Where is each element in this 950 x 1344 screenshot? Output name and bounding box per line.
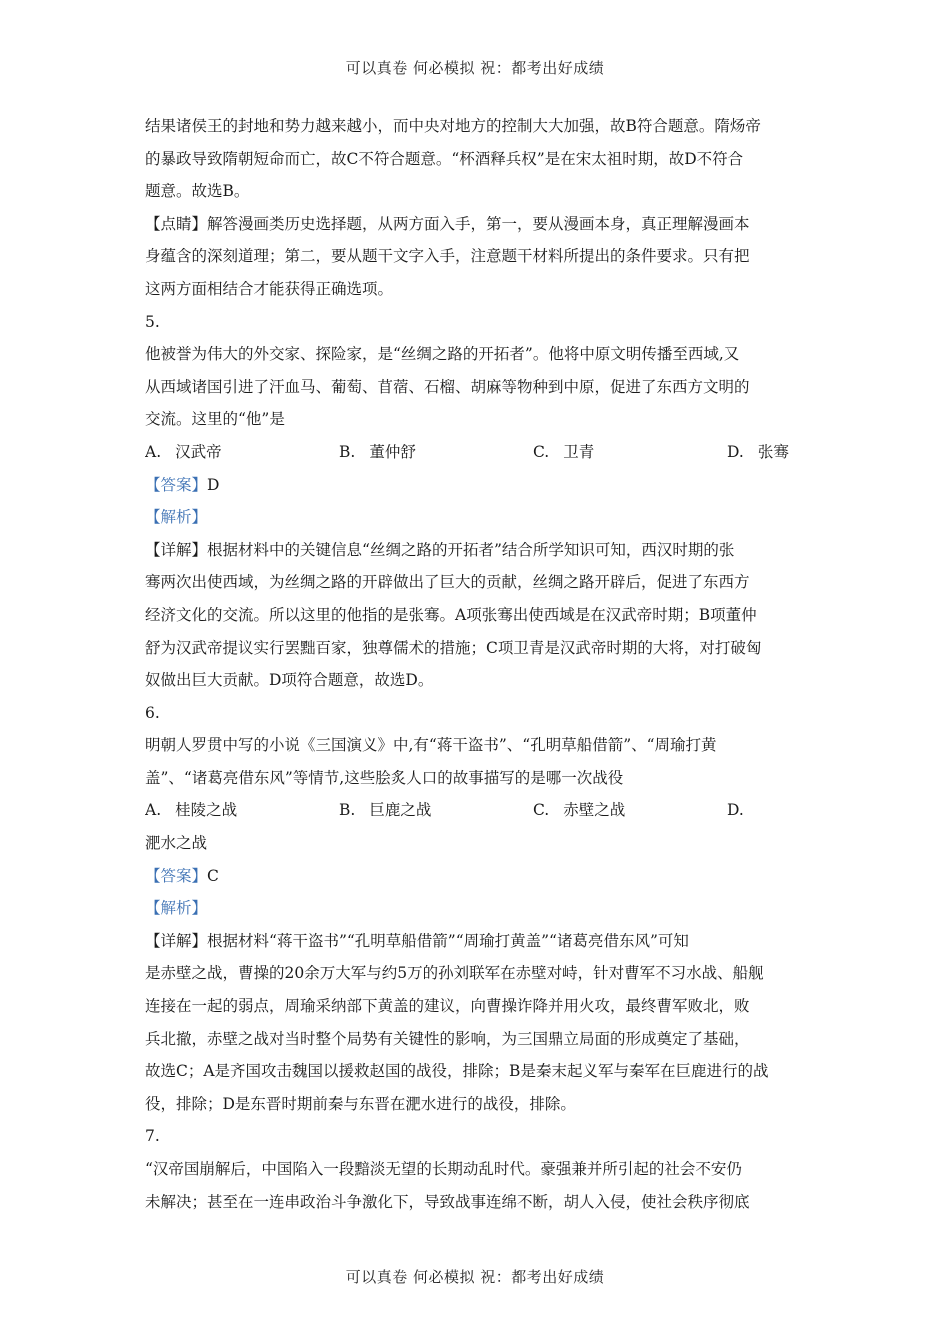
answer-line	[145, 860, 810, 893]
text-line: 题意。故选B。	[145, 182, 250, 201]
option-d: D. 张骞	[727, 442, 789, 461]
text-line: 的暴政导致隋朝短命而亡，故C不符合题意。“杯酒释兵权”是在宋太祖时期，故D不符合	[145, 149, 744, 168]
detail-line	[145, 925, 810, 958]
document-body	[145, 110, 810, 1218]
analysis-tag: 【解析】	[145, 899, 208, 918]
text-line: 役，排除；D是东晋时期前秦与东晋在淝水进行的战役，排除。	[145, 1094, 576, 1113]
text-line: 是赤壁之战，曹操的20余万大军与约5万的孙刘联军在赤壁对峙，针对曹军不习水战、船舰	[145, 964, 764, 983]
detail-tag: 【详解】	[145, 931, 208, 950]
text-line: 故选C；A是齐国攻击魏国以援救赵国的战役，排除；B是秦末起义军与秦军在巨鹿进行的战	[145, 1062, 769, 1081]
dianjing-tag: 【点睛】	[145, 214, 208, 233]
text-span: 根据材料“蒋干盗书”“孔明草船借箭”“周瑜打黄盖”“诸葛亮借东风”可知	[207, 931, 689, 950]
question-stem: 从西域诸国引进了汗血马、葡萄、苜蓿、石榴、胡麻等物种到中原，促进了东西方文明的	[145, 377, 750, 396]
option-d-wrapped: 淝水之战	[145, 834, 208, 853]
options-row	[145, 436, 810, 469]
text-line: 奴做出巨大贡献。D项符合题意，故选D。	[145, 671, 434, 690]
question-stem: 未解决；甚至在一连串政治斗争激化下，导致战事连绵不断，胡人入侵，使社会秩序彻底	[145, 1192, 750, 1211]
option-c: C. 赤壁之战	[533, 801, 626, 820]
question-stem: 盖”、“诸葛亮借东风”等情节,这些脍炙人口的故事描写的是哪一次战役	[145, 768, 624, 787]
question-stem: 他被誉为伟大的外交家、探险家，是“丝绸之路的开拓者”。他将中原文明传播至西域,又	[145, 345, 740, 364]
text-span: 根据材料中的关键信息“丝绸之路的开拓者”结合所学知识可知，西汉时期的张	[207, 540, 735, 559]
option-a: A. 桂陵之战	[145, 801, 238, 820]
answer-tag: 【答案】	[145, 866, 208, 885]
question-number: 6.	[145, 703, 160, 722]
text-line: 这两方面相结合才能获得正确选项。	[145, 279, 394, 298]
page-header: 可以真卷 何必模拟 祝：都考出好成绩	[345, 59, 605, 77]
detail-tag: 【详解】	[145, 540, 208, 559]
option-c: C. 卫青	[533, 442, 595, 461]
text-line: 连接在一起的弱点，周瑜采纳部下黄盖的建议，向曹操诈降并用火攻，最终曹军败北，败	[145, 997, 750, 1016]
text-line: 舒为汉武帝提议实行罢黜百家，独尊儒术的措施；C项卫青是汉武帝时期的大将，对打破匈	[145, 638, 762, 657]
text-line: 经济文化的交流。所以这里的他指的是张骞。A项张骞出使西域是在汉武帝时期；B项董仲	[145, 605, 757, 624]
text-line: 结果诸侯王的封地和势力越来越小，而中央对地方的控制大大加强，故B符合题意。隋炀帝	[145, 117, 761, 135]
answer-value: C	[207, 866, 219, 885]
detail-line	[145, 534, 810, 567]
text-line: 兵北撤，赤壁之战对当时整个局势有关键性的影响，为三国鼎立局面的形成奠定了基础，	[145, 1029, 750, 1048]
page-footer: 可以真卷 何必模拟 祝：都考出好成绩	[345, 1268, 605, 1286]
text-line: 骞两次出使西域，为丝绸之路的开辟做出了巨大的贡献，丝绸之路开辟后，促进了东西方	[145, 573, 750, 592]
question-stem: 交流。这里的“他”是	[145, 410, 285, 429]
dianjing-line	[145, 208, 810, 241]
option-b: B. 巨鹿之战	[339, 801, 432, 820]
analysis-tag: 【解析】	[145, 508, 208, 527]
question-stem: “汉帝国崩解后，中国陷入一段黯淡无望的长期动乱时代。豪强兼并所引起的社会不安仍	[145, 1160, 742, 1178]
text-span: 解答漫画类历史选择题，从两方面入手，第一，要从漫画本身，真正理解漫画本	[207, 214, 750, 233]
options-row	[145, 794, 810, 827]
question-number: 5.	[145, 312, 160, 331]
answer-value: D	[207, 475, 220, 494]
question-number: 7.	[145, 1127, 160, 1146]
option-b: B. 董仲舒	[339, 442, 416, 461]
question-stem: 明朝人罗贯中写的小说《三国演义》中,有“蒋干盗书”、“孔明草船借箭”、“周瑜打黄	[145, 736, 717, 755]
answer-tag: 【答案】	[145, 475, 208, 494]
option-d: D.	[727, 801, 744, 820]
answer-line	[145, 469, 810, 502]
option-a: A. 汉武帝	[145, 442, 222, 461]
text-line: 身蕴含的深刻道理；第二，要从题干文字入手，注意题干材料所提出的条件要求。只有把	[145, 247, 750, 266]
